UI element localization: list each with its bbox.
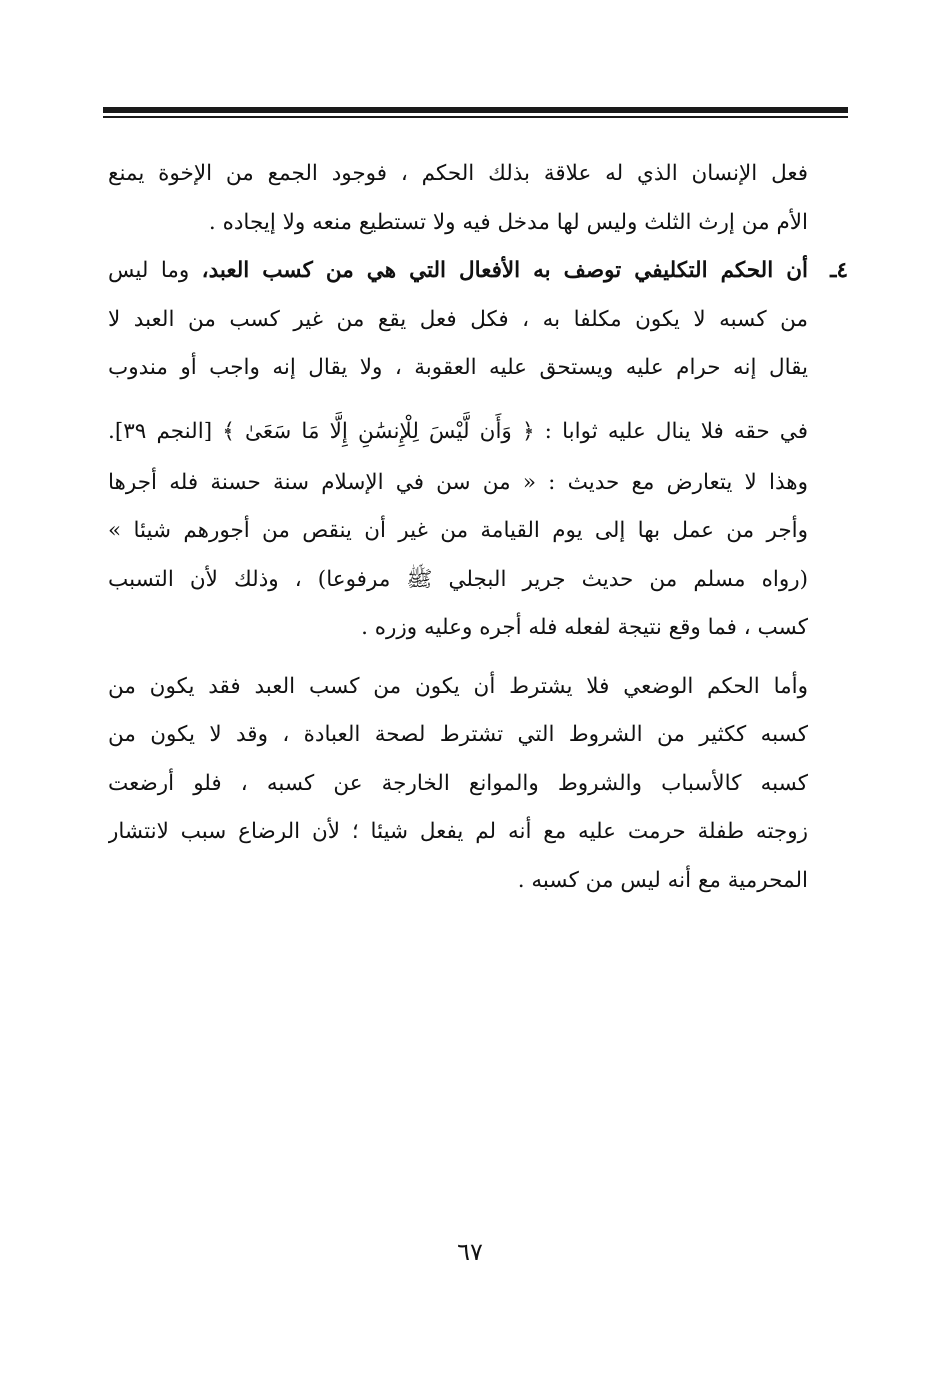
paragraph-gap: [108, 653, 808, 663]
page-number: ٦٧: [457, 1238, 483, 1266]
text-line: فعل الإنسان الذي له علاقة بذلك الحكم ، فوجود الجمع من الإخوة يمنع: [108, 161, 808, 186]
list-item-4: [108, 247, 848, 653]
text-line: المحرمية مع أنه ليس من كسبه .: [517, 867, 808, 893]
text-line: وهذا لا يتعارض مع حديث : « من سن في الإسلام سنة حسنة فله أجرها: [108, 469, 808, 495]
text-line: الأم من إرث الثلث وليس لها مدخل فيه ولا تستطيع منعه ولا إيجاده .: [208, 209, 808, 235]
text-line: كسبه كالأسباب والشروط والموانع الخارجة عن كسبه ، فلو أرضعت: [108, 770, 808, 796]
text-line: كسب ، فما وقع نتيجة لفعله فله أجره وعليه وزره .: [361, 615, 808, 640]
text-line: يقال إنه حرام عليه ويستحق عليه العقوبة ، ولا يقال إنه واجب أو مندوب: [108, 355, 808, 380]
item-heading: أن الحكم التكليفي توصف به الأفعال التي هي من كسب العبد،: [201, 258, 808, 283]
text-line: وأجر من عمل بها إلى يوم القيامة من غير أن ينقص من أجورهم شيئا »: [108, 518, 808, 543]
text-line: وأما الحكم الوضعي فلا يشترط أن يكون من كسب العبد فقد يكون من: [108, 673, 808, 699]
text-line: زوجته طفلة حرمت عليه مع أنه لم يفعل شيئا ؛ لأن الرضاع سبب لانتشار: [108, 819, 808, 844]
header-rule-thick: [103, 107, 848, 113]
page-body: [108, 150, 848, 905]
item-number: ٤ـ: [830, 258, 848, 283]
item-heading-line: [108, 247, 808, 296]
text-line: (رواه مسلم من حديث جرير البجلي ﷺ مرفوعا) ، وذلك لأن التسبب: [108, 566, 808, 592]
quran-verse-line: في حقه فلا ينال عليه ثوابا : ﴿ وَأَن لَّيْسَ لِلْإِنسَٰنِ إِلَّا مَا سَعَىٰ ﴾ [النجم ٣٩].: [108, 418, 808, 444]
header-rule-thin: [103, 116, 848, 118]
item-heading-rest: وما ليس: [108, 258, 190, 283]
paragraph-continuation: [108, 150, 808, 247]
text-line: كسبه ككثير من الشروط التي تشترط لصحة العبادة ، وقد لا يكون من: [108, 722, 808, 747]
paragraph-wadi: [108, 663, 808, 906]
text-line: من كسبه لا يكون مكلفا به ، فكل فعل يقع من غير كسب من العبد لا: [108, 306, 808, 332]
